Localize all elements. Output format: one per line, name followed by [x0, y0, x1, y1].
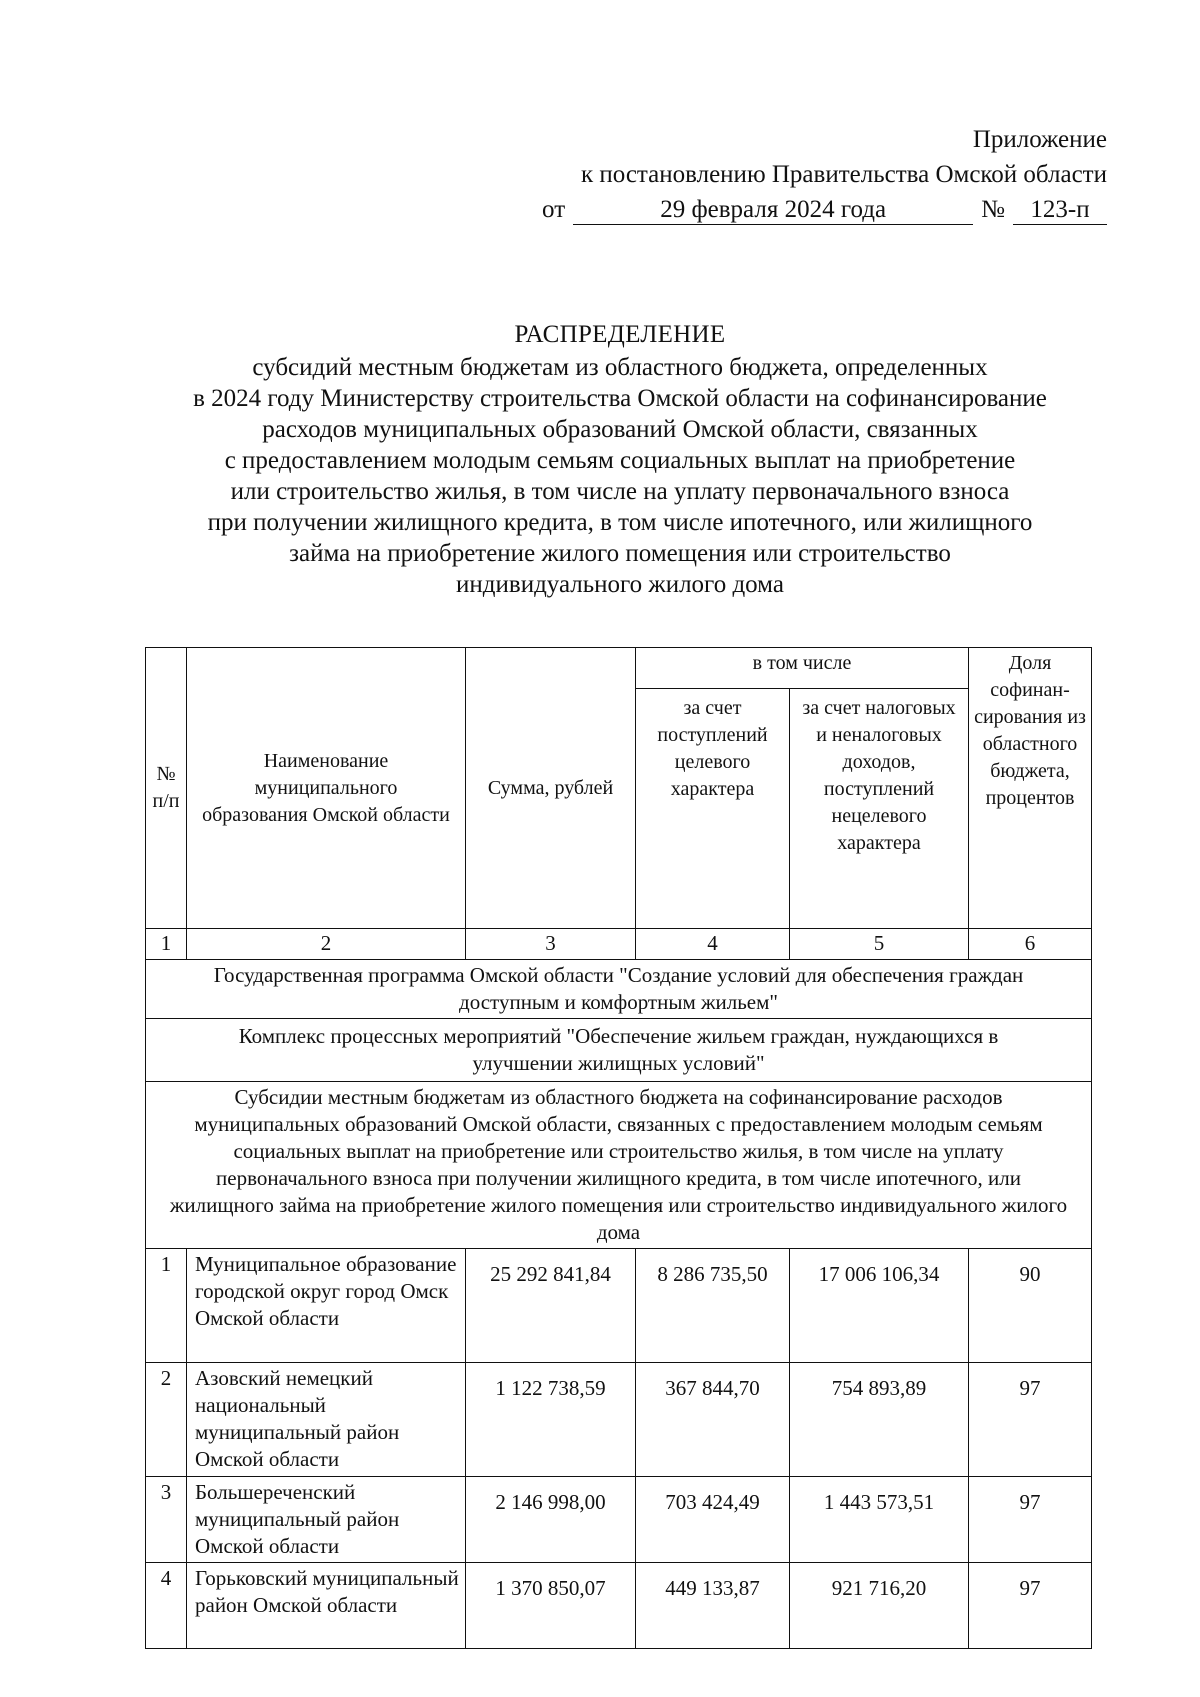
- appendix-block: [542, 122, 1107, 227]
- appendix-date-line: [542, 192, 1107, 227]
- table-row: [146, 1363, 1092, 1477]
- column-number: 4: [636, 929, 790, 960]
- column-number: 3: [466, 929, 636, 960]
- column-number: 5: [790, 929, 969, 960]
- municipality-name: Азовский немецкий национальный муниципальный район Омской области: [187, 1363, 466, 1477]
- column-number: 1: [146, 929, 187, 960]
- section-complex: Комплекс процессных мероприятий "Обеспечение жильем граждан, нуждающихся в улучшении жилищных условий": [146, 1019, 1092, 1082]
- targeted-value: 703 424,49: [636, 1477, 790, 1563]
- document-title: [120, 318, 1120, 600]
- header-num: № п/п: [146, 648, 187, 929]
- municipality-name: Муниципальное образование городской округ город Омск Омской области: [187, 1249, 466, 1363]
- tax-value: 1 443 573,51: [790, 1477, 969, 1563]
- title-line: в 2024 году Министерству строительства Омской области на софинансирование: [193, 385, 1047, 412]
- row-number: 2: [146, 1363, 187, 1477]
- header-row: [146, 648, 1092, 689]
- number-sign: №: [981, 196, 1005, 223]
- title-line: субсидий местным бюджетам из областного бюджета, определенных: [252, 354, 988, 381]
- share-value: 97: [969, 1563, 1092, 1649]
- section-row: [146, 960, 1092, 1019]
- column-numbers-row: [146, 929, 1092, 960]
- table-row: [146, 1563, 1092, 1649]
- title-line: индивидуального жилого дома: [456, 571, 784, 598]
- header-tax: за счет налоговых и неналоговых доходов, поступлений нецелевого характера: [790, 689, 969, 929]
- title-line: расходов муниципальных образований Омской области, связанных: [262, 416, 978, 443]
- section-program: Государственная программа Омской области "Создание условий для обеспечения граждан доступным и комфортным жильем": [146, 960, 1092, 1019]
- municipality-name: Большереченский муниципальный район Омской области: [187, 1477, 466, 1563]
- tax-value: 754 893,89: [790, 1363, 969, 1477]
- sum-value: 1 122 738,59: [466, 1363, 636, 1477]
- title-line: займа на приобретение жилого помещения или строительство: [289, 540, 951, 567]
- header-share: Доля софинан-сирования из областного бюджета, процентов: [969, 648, 1092, 929]
- municipality-name: Горьковский муниципальный район Омской области: [187, 1563, 466, 1649]
- targeted-value: 8 286 735,50: [636, 1249, 790, 1363]
- sum-value: 1 370 850,07: [466, 1563, 636, 1649]
- column-number: 6: [969, 929, 1092, 960]
- title-line: или строительство жилья, в том числе на уплату первоначального взноса: [230, 478, 1010, 505]
- from-label: от: [542, 196, 566, 223]
- share-value: 90: [969, 1249, 1092, 1363]
- appendix-title: Приложение: [972, 126, 1107, 153]
- sum-value: 2 146 998,00: [466, 1477, 636, 1563]
- targeted-value: 449 133,87: [636, 1563, 790, 1649]
- tax-value: 17 006 106,34: [790, 1249, 969, 1363]
- section-row: [146, 1082, 1092, 1249]
- sum-value: 25 292 841,84: [466, 1249, 636, 1363]
- targeted-value: 367 844,70: [636, 1363, 790, 1477]
- share-value: 97: [969, 1477, 1092, 1563]
- title-line: с предоставлением молодым семьям социальных выплат на приобретение: [224, 447, 1016, 474]
- appendix-resolution-line: к постановлению Правительства Омской области: [580, 161, 1107, 188]
- row-number: 4: [146, 1563, 187, 1649]
- resolution-date: 29 февраля 2024 года: [573, 196, 973, 225]
- row-number: 3: [146, 1477, 187, 1563]
- title-line: при получении жилищного кредита, в том числе ипотечного, или жилищного: [207, 509, 1033, 536]
- distribution-table: [145, 647, 1092, 1649]
- tax-value: 921 716,20: [790, 1563, 969, 1649]
- section-row: [146, 1019, 1092, 1082]
- header-name: Наименование муниципального образования Омской области: [187, 648, 466, 929]
- title-heading: РАСПРЕДЕЛЕНИЕ: [514, 321, 726, 348]
- table-row: [146, 1249, 1092, 1363]
- section-subsidies: Субсидии местным бюджетам из областного бюджета на софинансирование расходов муниципальных образований Омской области, связанных с предоставлением молодым семьям социальных выплат на приобретение или строительство жилья, в том числе на уплату первоначального взноса при получении жилищного кредита, в том числе ипотечного, или жилищного займа на приобретение жилого помещения или строительство индивидуального жилого дома: [146, 1082, 1092, 1249]
- header-sum: Сумма, рублей: [466, 648, 636, 929]
- header-targeted: за счет поступлений целевого характера: [636, 689, 790, 929]
- share-value: 97: [969, 1363, 1092, 1477]
- row-number: 1: [146, 1249, 187, 1363]
- table-row: [146, 1477, 1092, 1563]
- resolution-number: 123-п: [1013, 196, 1107, 225]
- column-number: 2: [187, 929, 466, 960]
- header-including: в том числе: [636, 648, 969, 689]
